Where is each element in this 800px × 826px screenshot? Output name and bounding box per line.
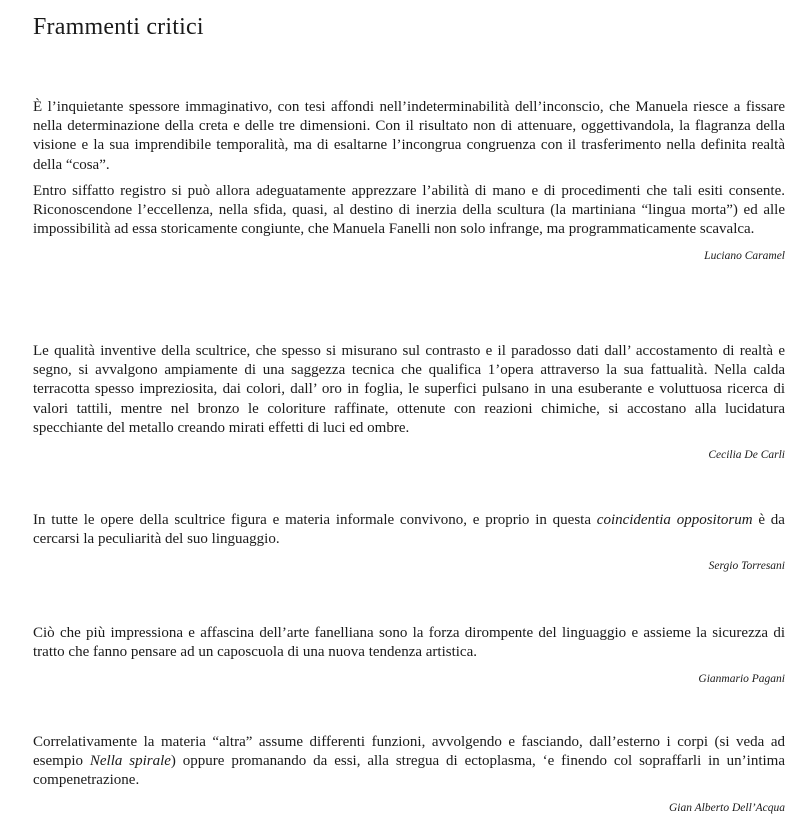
paragraph-text: Correlativamente la materia “altra” assume differenti funzioni, avvolgendo e fasciando, dall’esterno i corpi (si veda ad esempio <box>33 734 785 770</box>
paragraph: Le qualità inventive della scultrice, che spesso si misurano sul contrasto e il paradosso dati dall’ accostamento di realtà e segno, si avvalgono ampiamente di una saggezza tecnica che qualifica 1’opera attraverso la sua fattualità. Nella calda terracotta spesso impreziosita, dai colori, dall’ oro in foglia, le superfici pulsano in una esuberante e voluttuosa ricerca di valori tattili, mentre nel bronzo le coloriture raffinate, ottenute con reazioni chimiche, si accostano alla lucidatura specchiante del metallo creando mirati effetti di luci ed ombre. <box>33 343 785 436</box>
author-signature: Luciano Caramel <box>704 250 785 263</box>
paragraph <box>33 733 785 791</box>
italic-title: Nella spirale <box>89 753 171 770</box>
author-signature: Cecilia De Carli <box>708 449 785 462</box>
author-signature: Gian Alberto Dell’Acqua <box>668 801 785 814</box>
paragraph: Ciò che più impressiona e affascina dell’arte fanelliana sono la forza dirompente del linguaggio e assieme la sicurezza di tratto che fanno pensare ad un caposcuola di una nuova tendenza artistica. <box>33 625 785 661</box>
paragraph-text: ) oppure promanando da essi, alla stregua di ectoplasma, ‘e finendo col sopraffarli in un’intima compenetrazione. <box>33 753 786 789</box>
critique-de-carli <box>33 342 785 461</box>
paragraph: È l’inquietante spessore immaginativo, con tesi affondi nell’indeterminabilità dell’inconscio, che Manuela riesce a fissare nella determinazione della creta e delle tre dimensioni. Con il risultato non di attenuare, oggettivandola, la flagranza della visione e la sua imprendibile temporalità, ma di esaltarne l’incongrua congruenza con il trasferimento nella definita realtà della “cosa”. <box>33 99 785 173</box>
author-signature: Gianmario Pagani <box>698 673 785 686</box>
paragraph-text: In tutte le opere della scultrice figura e materia informale convivono, e proprio in questa <box>33 512 597 528</box>
page-title: Frammenti critici <box>33 14 204 40</box>
paragraph <box>33 511 785 549</box>
critique-torresani <box>33 511 785 572</box>
critique-dell-acqua <box>33 733 785 814</box>
author-signature: Sergio Torresani <box>708 560 785 573</box>
paragraph-text: è da cercarsi la peculiarità del suo linguaggio. <box>33 512 785 548</box>
italic-term: coincidentia oppositorum <box>596 512 753 528</box>
paragraph: Entro siffatto registro si può allora adeguatamente apprezzare l’abilità di mano e di procedimenti che tali esiti consente. Riconoscendone l’eccellenza, nella sfida, quasi, al destino di inerzia della scultura (la martiniana “lingua morta”) ed alle impossibilità ad essa storicamente congiunte, che Manuela Fanelli non solo infrange, ma programmaticamente scavalca. <box>33 182 785 238</box>
critique-caramel <box>33 98 785 262</box>
critique-pagani <box>33 624 785 685</box>
